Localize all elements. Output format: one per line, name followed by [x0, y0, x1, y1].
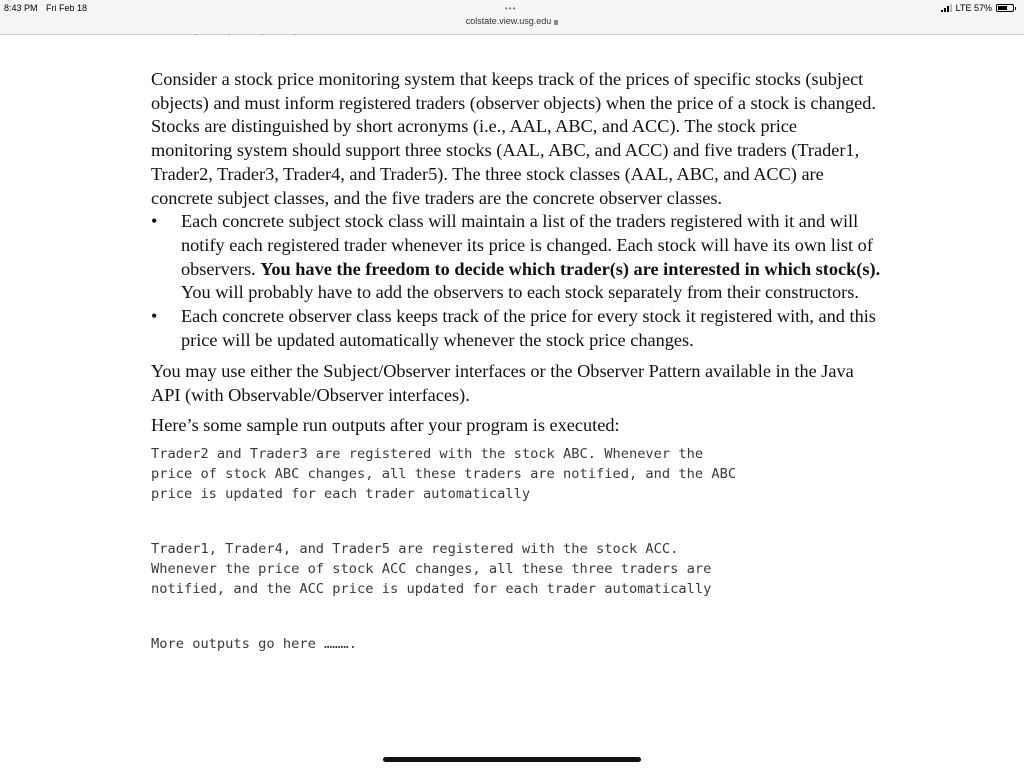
bullet-observer-classes: [151, 305, 881, 352]
document-body: [151, 68, 881, 654]
home-indicator[interactable]: [383, 757, 641, 762]
status-time: 8:43 PM: [4, 3, 38, 13]
bullet2-text: Each concrete observer class keeps track of the price for every stock it registered with, and this price will be updated automatically whenever the stock price changes.: [181, 306, 876, 350]
bullet-subject-classes: [151, 210, 881, 305]
battery-icon: [996, 4, 1014, 12]
url-text: colstate.view.usg.edu: [465, 16, 552, 26]
bullet-icon: •: [151, 211, 158, 232]
status-bar: [0, 0, 1024, 39]
bullet-icon: •: [151, 306, 158, 327]
status-indicators: [941, 3, 1014, 13]
sample-heading: Here’s some sample run outputs after your program is executed:: [151, 414, 620, 435]
bullet1-text-start: Each concrete subject stock class will maintain a list of the traders registered with it and will notify each registered trader whenever its price is changed. Each stock will have its own list of observers.: [181, 211, 873, 279]
tab-overview-dots-icon[interactable]: •••: [505, 4, 517, 13]
lock-icon: [554, 20, 558, 25]
sample-output-3: More outputs go here ……….: [151, 635, 358, 652]
signal-icon: [941, 4, 952, 12]
intro-paragraph: Consider a stock price monitoring system that keeps track of the prices of specific stocks (subject objects) and must inform registered traders (observer objects) when the price of a stock is changed. Stocks are distinguished by short acronyms (i.e., AAL, ABC, and ACC). The stock price monitoring system should support three stocks (AAL, ABC, and ACC) and five traders (Trader1, Trader2, Trader3, Trader4, and Trader5). The three stock classes (AAL, ABC, and ACC) are concrete subject classes, and the five traders are the concrete observer classes.: [151, 69, 876, 208]
bullet1-bold-text: You have the freedom to decide which trader(s) are interested in which stock(s).: [260, 258, 881, 279]
api-note-paragraph: You may use either the Subject/Observer interfaces or the Observer Pattern available in the Java API (with Observable/Observer interfaces).: [151, 361, 854, 406]
status-time-date: [4, 3, 93, 13]
cropped-text-remnant: - - - -: [195, 30, 311, 39]
sample-output-1: Trader2 and Trader3 are registered with the stock ABC. Whenever the price of stock ABC changes, all these traders are notified, and the ABC price is updated for each trader automatically: [151, 445, 737, 502]
sample-output-2: Trader1, Trader4, and Trader5 are registered with the stock ACC. Whenever the price of stock ACC changes, all these three traders are notified, and the ACC price is updated for each trader automatically: [151, 540, 712, 597]
status-date: Fri Feb 18: [46, 3, 88, 13]
address-bar[interactable]: [0, 16, 1024, 26]
network-battery-text: LTE 57%: [955, 3, 992, 13]
bullet1-text-end: You will probably have to add the observers to each stock separately from their constructors.: [181, 282, 859, 303]
